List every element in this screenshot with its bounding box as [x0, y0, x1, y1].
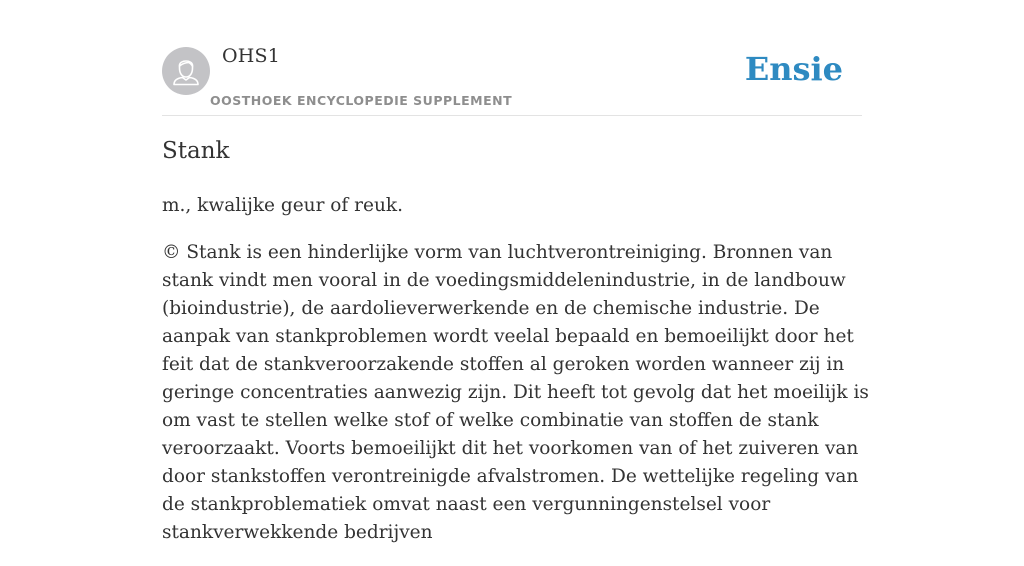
- source-link[interactable]: OOSTHOEK ENCYCLOPEDIE SUPPLEMENT: [210, 93, 513, 108]
- content-wrapper: [162, 0, 869, 543]
- user-avatar-icon[interactable]: [162, 47, 210, 95]
- entry-body: [162, 192, 872, 566]
- author-name[interactable]: OHS1: [222, 45, 281, 67]
- entry-definition: m., kwalijke geur of reuk.: [162, 195, 403, 216]
- ensie-logo[interactable]: Ensie: [744, 50, 843, 88]
- entry-header: [162, 0, 862, 116]
- entry-paragraph: © Stank is een hinderlijke vorm van luchtverontreiniging. Bronnen van stank vindt men vooral in de voedingsmiddelenindustrie, in de landbouw (bioindustrie), de aardolieverwerkende en de chemische industrie. De aanpak van stankproblemen wordt veelal bepaald en bemoeilijkt door het feit dat de stankveroorzakende stoffen al geroken worden wanneer zij in geringe concentraties aanwezig zijn. Dit heeft tot gevolg dat het moeilijk is om vast te stellen welke stof of welke combinatie van stoffen de stank veroorzaakt. Voorts bemoeilijkt dit het voorkomen van of het zuiveren van door stankstoffen verontreinigde afvalstromen. De wettelijke regeling van de stankproblematiek omvat naast een vergunningenstelsel voor stankverwekkende bedrijven: [162, 242, 869, 543]
- entry-title: Stank: [162, 138, 230, 164]
